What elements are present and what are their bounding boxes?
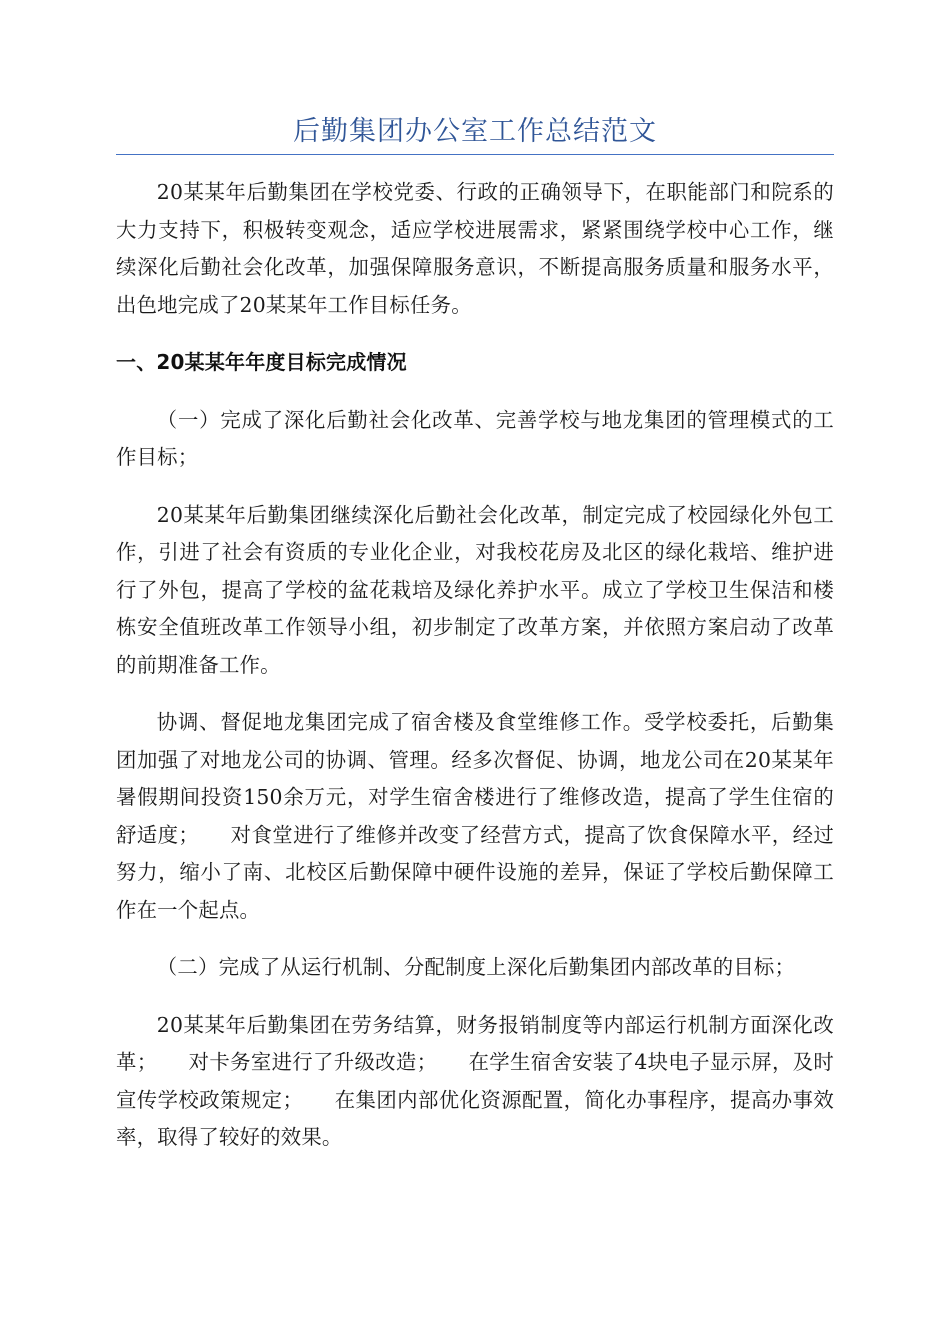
section-heading-1: 一、20某某年年度目标完成情况: [116, 350, 407, 374]
subsection-heading-1: （一）完成了深化后勤社会化改革、完善学校与地龙集团的管理模式的工作目标；: [116, 407, 834, 469]
paragraph-dormitory-repair: 协调、督促地龙集团完成了宿舍楼及食堂维修工作。受学校委托，后勤集团加强了对地龙公司的协调、管理。经多次督促、协调，地龙公司在20某某年暑假期间投资150余万元，对学生宿舍楼进行了维修改造，提高了学生住宿的舒适度； 对食堂进行了维修并改变了经营方式，提高了饮食保障水平，经过努力，缩小了南、北校区后勤保障中硬件设施的差异，保证了学校后勤保障工作在一个起点。: [116, 710, 834, 922]
subsection-heading-2: （二）完成了从运行机制、分配制度上深化后勤集团内部改革的目标；: [156, 955, 796, 979]
document-title: 后勤集团办公室工作总结范文: [293, 116, 657, 147]
paragraph-greening-outsourcing: 20某某年后勤集团继续深化后勤社会化改革，制定完成了校园绿化外包工作，引进了社会有资质的专业化企业，对我校花房及北区的绿化栽培、维护进行了外包，提高了学校的盆花栽培及绿化养护水平。成立了学校卫生保洁和楼栋安全值班改革工作领导小组，初步制定了改革方案，并依照方案启动了改革的前期准备工作。: [116, 502, 834, 677]
paragraph-internal-reform: 20某某年后勤集团在劳务结算，财务报销制度等内部运行机制方面深化改革； 对卡务室进行了升级改造； 在学生宿舍安装了4块电子显示屏，及时宣传学校政策规定； 在集团内部优化资源配置，简化办事程序，提高办事效率，取得了较好的效果。: [116, 1012, 834, 1149]
intro-paragraph: 20某某年后勤集团在学校党委、行政的正确领导下，在职能部门和院系的大力支持下，积极转变观念，适应学校进展需求，紧紧围绕学校中心工作，继续深化后勤社会化改革，加强保障服务意识，不断提高服务质量和服务水平，出色地完成了20某某年工作目标任务。: [116, 180, 834, 317]
title-underline: [116, 154, 834, 155]
document-body: [116, 174, 834, 1157]
document-page: [116, 0, 834, 1344]
